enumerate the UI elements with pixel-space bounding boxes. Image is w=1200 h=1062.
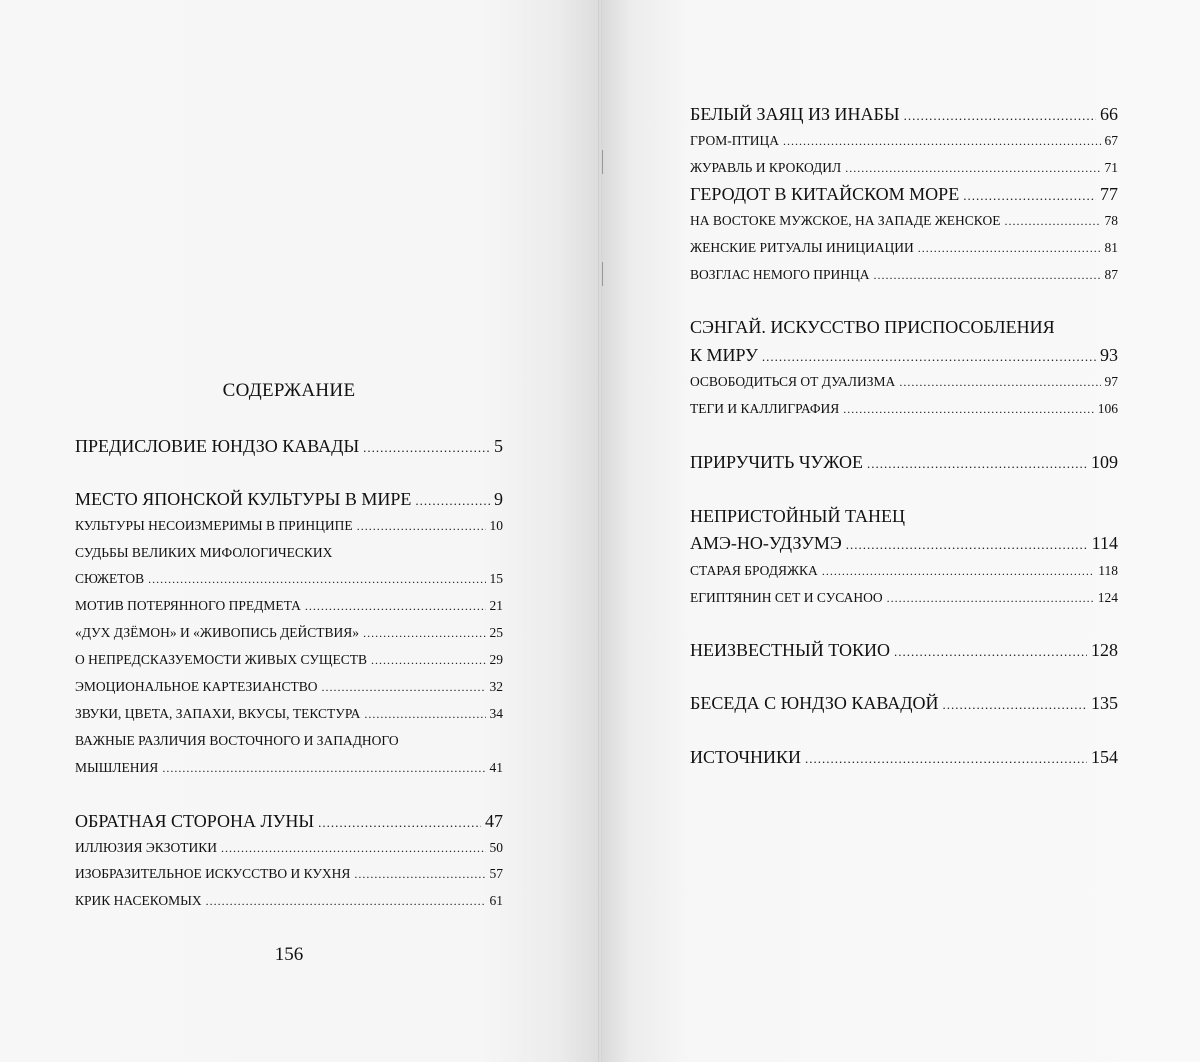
toc-entry-page: 78 xyxy=(1104,213,1118,228)
toc-entry-page: 71 xyxy=(1104,160,1118,175)
toc-entry xyxy=(690,240,1118,256)
toc-entry xyxy=(690,184,1118,205)
toc-entry xyxy=(690,133,1118,149)
toc-entry-title: СТАРАЯ БРОДЯЖКА xyxy=(690,563,818,578)
toc-entry-title: АМЭ-НО-УДЗУМЭ xyxy=(690,533,842,553)
book-gutter xyxy=(598,0,602,1062)
toc-entry-page: 41 xyxy=(489,760,503,775)
toc-entry-page: 15 xyxy=(489,571,503,586)
toc-entry xyxy=(75,489,503,510)
toc-entry-page: 106 xyxy=(1097,401,1118,416)
toc-entry-page: 87 xyxy=(1104,267,1118,282)
toc-heading: СОДЕРЖАНИЕ xyxy=(222,380,356,401)
toc-entry-page: 9 xyxy=(494,489,503,509)
toc-entry xyxy=(690,160,1118,176)
toc-entry-title: БЕСЕДА С ЮНДЗО КАВАДОЙ xyxy=(690,693,939,713)
toc-entry-title: ЕГИПТЯНИН СЕТ И СУСАНОО xyxy=(690,590,883,605)
toc-entry-title: К МИРУ xyxy=(690,345,758,365)
toc-entry xyxy=(690,104,1118,125)
toc-entry xyxy=(690,533,1118,554)
toc-entry-title: О НЕПРЕДСКАЗУЕМОСТИ ЖИВЫХ СУЩЕСТВ xyxy=(75,652,368,667)
toc-entry xyxy=(75,893,503,909)
toc-entry-page: 135 xyxy=(1091,693,1118,713)
toc-entry xyxy=(690,563,1118,579)
toc-entry-page: 29 xyxy=(489,652,503,667)
toc-entry xyxy=(690,213,1118,229)
toc-entry xyxy=(75,866,503,882)
toc-entry-title: ТЕГИ И КАЛЛИГРАФИЯ xyxy=(690,401,840,416)
toc-entry-title: ЗВУКИ, ЦВЕТА, ЗАПАХИ, ВКУСЫ, ТЕКСТУРА xyxy=(75,706,361,721)
toc-entry-page: 32 xyxy=(489,679,503,694)
toc-entry-page: 21 xyxy=(489,598,503,613)
toc-entry-title: ОСВОБОДИТЬСЯ ОТ ДУАЛИЗМА xyxy=(690,374,896,389)
toc-entry-page: 109 xyxy=(1091,452,1118,472)
toc-entry xyxy=(75,840,503,856)
toc-entry xyxy=(690,747,1118,768)
toc-entry xyxy=(690,590,1118,606)
toc-entry xyxy=(690,345,1118,366)
toc-entry-page: 93 xyxy=(1100,345,1118,365)
toc-entry-page: 25 xyxy=(489,625,503,640)
toc-entry-title-line1: НЕПРИСТОЙНЫЙ ТАНЕЦ xyxy=(690,506,906,526)
toc-entry-title: МЫШЛЕНИЯ xyxy=(75,760,159,775)
toc-entry-page: 61 xyxy=(489,893,503,908)
toc-entry-page: 50 xyxy=(489,840,503,855)
toc-entry-page: 67 xyxy=(1104,133,1118,148)
toc-entry xyxy=(690,374,1118,390)
toc-entry-title: КУЛЬТУРЫ НЕСОИЗМЕРИМЫ В ПРИНЦИПЕ xyxy=(75,518,353,533)
toc-entry xyxy=(75,436,503,457)
toc-entry-title: НЕИЗВЕСТНЫЙ ТОКИО xyxy=(690,640,890,660)
toc-entry-title-line1: СЭНГАЙ. ИСКУССТВО ПРИСПОСОБЛЕНИЯ xyxy=(690,317,1055,337)
toc-entry xyxy=(75,811,503,832)
toc-entry-title: ВОЗГЛАС НЕМОГО ПРИНЦА xyxy=(690,267,870,282)
toc-entry-page: 34 xyxy=(489,706,503,721)
page-number: 156 xyxy=(274,944,304,965)
toc-entry-page: 66 xyxy=(1100,104,1118,124)
toc-entry xyxy=(75,571,503,587)
toc-entry-page: 128 xyxy=(1091,640,1118,660)
toc-entry-title: ГРОМ-ПТИЦА xyxy=(690,133,779,148)
toc-entry-page: 5 xyxy=(494,436,503,456)
toc-entry xyxy=(75,706,503,722)
gutter-mark xyxy=(602,150,603,174)
toc-entry-title: ЭМОЦИОНАЛЬНОЕ КАРТЕЗИАНСТВО xyxy=(75,679,318,694)
toc-entry-title: ИСТОЧНИКИ xyxy=(690,747,802,767)
toc-entry-title: КРИК НАСЕКОМЫХ xyxy=(75,893,202,908)
toc-entry xyxy=(75,760,503,776)
toc-entry-title: СЮЖЕТОВ xyxy=(75,571,145,586)
toc-entry xyxy=(75,518,503,534)
toc-entry-page: 124 xyxy=(1097,590,1118,605)
toc-entry-title: ИЛЛЮЗИЯ ЭКЗОТИКИ xyxy=(75,840,218,855)
toc-entry xyxy=(690,452,1118,473)
toc-entry xyxy=(690,640,1118,661)
toc-entry-title: «ДУХ ДЗЁМОН» И «ЖИВОПИСЬ ДЕЙСТВИЯ» xyxy=(75,625,360,640)
toc-entry-page: 118 xyxy=(1098,563,1118,578)
toc-entry xyxy=(75,652,503,668)
toc-entry-title: ГЕРОДОТ В КИТАЙСКОМ МОРЕ xyxy=(690,184,960,204)
toc-entry-title: ЖУРАВЛЬ И КРОКОДИЛ xyxy=(690,160,842,175)
toc-entry-page: 114 xyxy=(1091,533,1118,553)
gutter-mark xyxy=(602,262,603,286)
toc-entry xyxy=(75,625,503,641)
toc-entry-title: ПРЕДИСЛОВИЕ ЮНДЗО КАВАДЫ xyxy=(75,436,360,456)
toc-entry xyxy=(690,401,1118,417)
toc-entry xyxy=(690,693,1118,714)
toc-entry-page: 47 xyxy=(485,811,503,831)
toc-entry xyxy=(75,598,503,614)
toc-entry-page: 77 xyxy=(1100,184,1118,204)
toc-entry-title: ЖЕНСКИЕ РИТУАЛЫ ИНИЦИАЦИИ xyxy=(690,240,914,255)
toc-entry-title: ПРИРУЧИТЬ ЧУЖОЕ xyxy=(690,452,863,472)
toc-entry-page: 97 xyxy=(1104,374,1118,389)
right-page xyxy=(600,0,1200,1062)
toc-entry-title-line1: СУДЬБЫ ВЕЛИКИХ МИФОЛОГИЧЕСКИХ xyxy=(75,545,333,560)
toc-entry-title-line1: ВАЖНЫЕ РАЗЛИЧИЯ ВОСТОЧНОГО И ЗАПАДНОГО xyxy=(75,733,399,748)
toc-entry-title: ИЗОБРАЗИТЕЛЬНОЕ ИСКУССТВО И КУХНЯ xyxy=(75,866,351,881)
toc-entry-title: МОТИВ ПОТЕРЯННОГО ПРЕДМЕТА xyxy=(75,598,301,613)
toc-entry-title: ОБРАТНАЯ СТОРОНА ЛУНЫ xyxy=(75,811,315,831)
toc-entry-page: 57 xyxy=(489,866,503,881)
toc-entry-page: 81 xyxy=(1104,240,1118,255)
toc-entry-page: 154 xyxy=(1091,747,1118,767)
toc-entry xyxy=(690,267,1118,283)
toc-entry-page: 10 xyxy=(489,518,503,533)
toc-entry xyxy=(75,679,503,695)
toc-entry-title: БЕЛЫЙ ЗАЯЦ ИЗ ИНАБЫ xyxy=(690,104,900,124)
toc-entry-title: МЕСТО ЯПОНСКОЙ КУЛЬТУРЫ В МИРЕ xyxy=(75,489,412,509)
toc-entry-title: НА ВОСТОКЕ МУЖСКОЕ, НА ЗАПАДЕ ЖЕНСКОЕ xyxy=(690,213,1001,228)
